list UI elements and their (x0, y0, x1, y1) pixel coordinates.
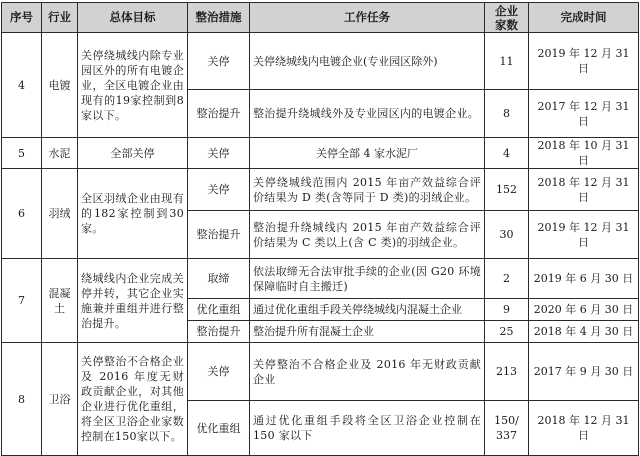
deadline-cell: 2020 年 6 月 30 日 (529, 299, 639, 321)
task-cell: 依法取缔无合法审批手续的企业(因 G20 环境保障临时自主搬迁) (250, 259, 485, 299)
header-count-line2: 家数 (495, 17, 518, 32)
goal-cell: 关停整治不合格企业及 2016 年度无财政贡献企业，对其他企业进行优化重组，将全区卫浴企业家数控制在150家以下。 (78, 343, 188, 456)
task-cell: 关停绕城线内电镀企业(专业园区除外) (250, 33, 485, 90)
measure-cell: 关停 (188, 138, 250, 169)
seq-cell: 7 (2, 259, 42, 343)
measure-cell: 关停 (188, 343, 250, 401)
deadline-cell: 2018 年 4 月 30 日 (529, 321, 639, 343)
count-cell: 213 (485, 343, 529, 401)
task-cell: 关停全部 4 家水泥厂 (250, 138, 485, 169)
deadline-cell: 2018 年 12 月 31 日 (529, 169, 639, 211)
measure-cell: 关停 (188, 169, 250, 211)
header-count (485, 3, 529, 33)
task-cell: 通过优化重组手段关停绕城线内混凝土企业 (250, 299, 485, 321)
deadline-cell: 2019 年 12 月 31 日 (529, 211, 639, 259)
task-cell: 关停绕城线范围内 2015 年亩产效益综合评价结果为 D 类(含等同于 D 类)的羽绒企业。 (250, 169, 485, 211)
seq-cell: 6 (2, 169, 42, 259)
table-row (2, 33, 639, 90)
header-deadline: 完成时间 (529, 3, 639, 33)
measure-cell: 优化重组 (188, 401, 250, 456)
table-row (2, 138, 639, 169)
deadline-cell: 2019 年 6 月 30 日 (529, 259, 639, 299)
industry-cell: 卫浴 (42, 343, 78, 456)
count-cell: 4 (485, 138, 529, 169)
header-task: 工作任务 (250, 3, 485, 33)
seq-cell: 5 (2, 138, 42, 169)
header-count-line1: 企业 (495, 3, 518, 18)
goal-cell: 关停绕城线内除专业园区外的所有电镀企业，全区电镀企业由现有的19家控制到8家以下。 (78, 33, 188, 138)
table-row (2, 343, 639, 401)
deadline-cell: 2019 年 12 月 31 日 (529, 33, 639, 90)
task-cell: 整治提升所有混凝土企业 (250, 321, 485, 343)
count-cell: 8 (485, 90, 529, 138)
goal-cell: 全部关停 (78, 138, 188, 169)
count-cell: 9 (485, 299, 529, 321)
header-goal: 总体目标 (78, 3, 188, 33)
task-cell: 整治提升绕城线内 2015 年亩产效益综合评价结果为 C 类以上(含 C 类)的羽绒企业。 (250, 211, 485, 259)
measure-cell: 整治提升 (188, 211, 250, 259)
seq-cell: 8 (2, 343, 42, 456)
count-cell: 30 (485, 211, 529, 259)
measure-cell: 优化重组 (188, 299, 250, 321)
deadline-cell: 2017 年 9 月 30 日 (529, 343, 639, 401)
header-row (2, 3, 639, 33)
deadline-cell: 2018 年 10 月 31 日 (529, 138, 639, 169)
measure-cell: 关停 (188, 33, 250, 90)
remediation-table (1, 2, 639, 456)
measure-cell: 整治提升 (188, 321, 250, 343)
count-cell: 25 (485, 321, 529, 343)
count-cell: 11 (485, 33, 529, 90)
table-row (2, 169, 639, 211)
industry-cell: 混凝土 (42, 259, 78, 343)
header-measure: 整治措施 (188, 3, 250, 33)
header-seq: 序号 (2, 3, 42, 33)
header-industry: 行业 (42, 3, 78, 33)
industry-cell: 羽绒 (42, 169, 78, 259)
seq-cell: 4 (2, 33, 42, 138)
industry-cell: 电镀 (42, 33, 78, 138)
count-cell: 2 (485, 259, 529, 299)
task-cell: 通过优化重组手段将全区卫浴企业控制在 150 家以下 (250, 401, 485, 456)
count-cell: 150/ 337 (485, 401, 529, 456)
goal-cell: 绕城线内企业完成关停并转，其它企业实施兼并重组并进行整治提升。 (78, 259, 188, 343)
task-cell: 关停整治不合格企业及 2016 年无财政贡献企业 (250, 343, 485, 401)
table-row (2, 259, 639, 299)
goal-cell: 全区羽绒企业由现有的182家控制到30家。 (78, 169, 188, 259)
deadline-cell: 2017 年 12 月 31 日 (529, 90, 639, 138)
industry-cell: 水泥 (42, 138, 78, 169)
count-cell: 152 (485, 169, 529, 211)
task-cell: 整治提升绕城线外及专业园区内的电镀企业。 (250, 90, 485, 138)
deadline-cell: 2018 年 12 月 31 日 (529, 401, 639, 456)
measure-cell: 整治提升 (188, 90, 250, 138)
measure-cell: 取缔 (188, 259, 250, 299)
